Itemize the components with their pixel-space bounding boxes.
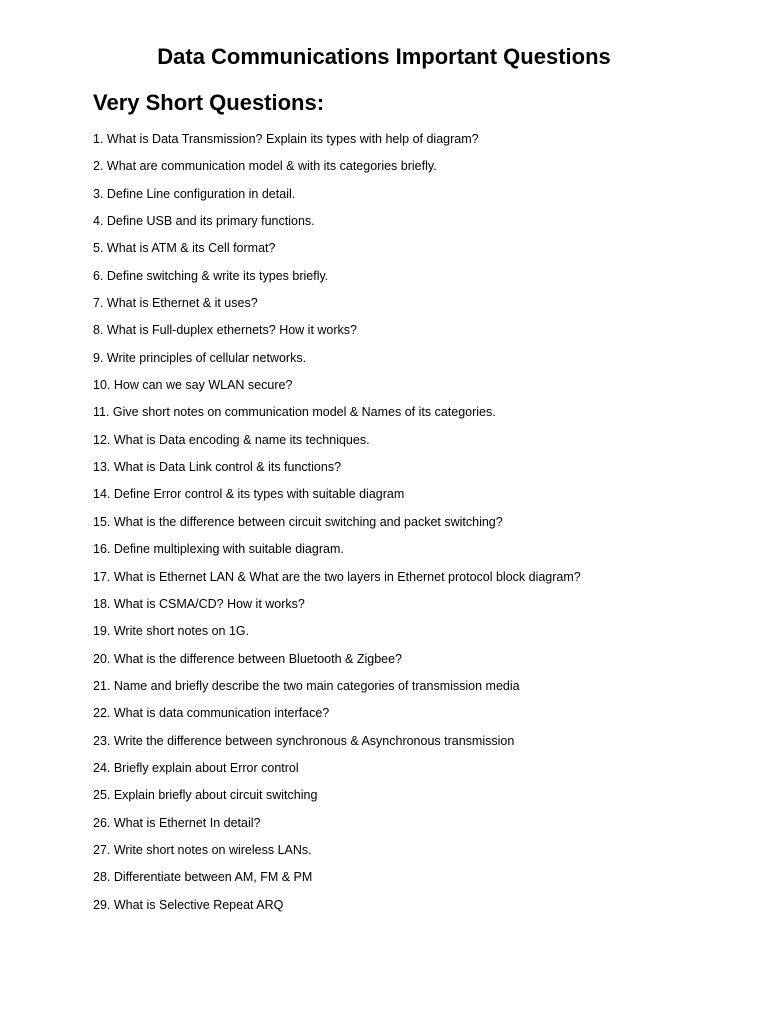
question-item: 29. What is Selective Repeat ARQ	[93, 897, 284, 912]
question-item: 16. Define multiplexing with suitable diagram.	[93, 542, 344, 557]
question-item: 26. What is Ethernet In detail?	[93, 815, 261, 830]
question-item: 5. What is ATM & its Cell format?	[93, 241, 276, 256]
question-item: 6. Define switching & write its types briefly.	[93, 268, 329, 283]
question-item: 8. What is Full-duplex ethernets? How it works?	[93, 323, 357, 338]
question-item: 19. Write short notes on 1G.	[93, 624, 250, 639]
question-item: 22. What is data communication interface?	[93, 706, 330, 721]
question-item: 4. Define USB and its primary functions.	[93, 214, 315, 229]
question-item: 12. What is Data encoding & name its techniques.	[93, 432, 370, 447]
question-item: 24. Briefly explain about Error control	[93, 760, 299, 775]
question-item: 18. What is CSMA/CD? How it works?	[93, 596, 305, 611]
question-list	[93, 126, 733, 919]
question-item: 3. Define Line configuration in detail.	[93, 186, 296, 201]
question-item: 21. Name and briefly describe the two main categories of transmission media	[93, 678, 520, 693]
question-item: 11. Give short notes on communication model & Names of its categories.	[93, 405, 496, 420]
question-item: 28. Differentiate between AM, FM & PM	[93, 870, 313, 885]
question-item: 25. Explain briefly about circuit switching	[93, 788, 318, 803]
question-item: 10. How can we say WLAN secure?	[93, 378, 293, 393]
section-heading: Very Short Questions:	[93, 90, 325, 115]
question-item: 14. Define Error control & its types with suitable diagram	[93, 487, 405, 502]
question-item: 15. What is the difference between circuit switching and packet switching?	[93, 514, 503, 529]
question-item: 1. What is Data Transmission? Explain its types with help of diagram?	[93, 132, 479, 146]
question-item: 2. What are communication model & with its categories briefly.	[93, 159, 437, 174]
question-item: 7. What is Ethernet & it uses?	[93, 296, 258, 311]
question-item: 13. What is Data Link control & its functions?	[93, 460, 342, 475]
question-item: 20. What is the difference between Bluetooth & Zigbee?	[93, 651, 402, 666]
question-item: 23. Write the difference between synchronous & Asynchronous transmission	[93, 733, 515, 748]
question-item: 27. Write short notes on wireless LANs.	[93, 842, 312, 857]
page-title: Data Communications Important Questions	[157, 44, 611, 69]
question-item: 17. What is Ethernet LAN & What are the two layers in Ethernet protocol block diagram?	[93, 569, 581, 584]
question-item: 9. Write principles of cellular networks.	[93, 350, 307, 365]
